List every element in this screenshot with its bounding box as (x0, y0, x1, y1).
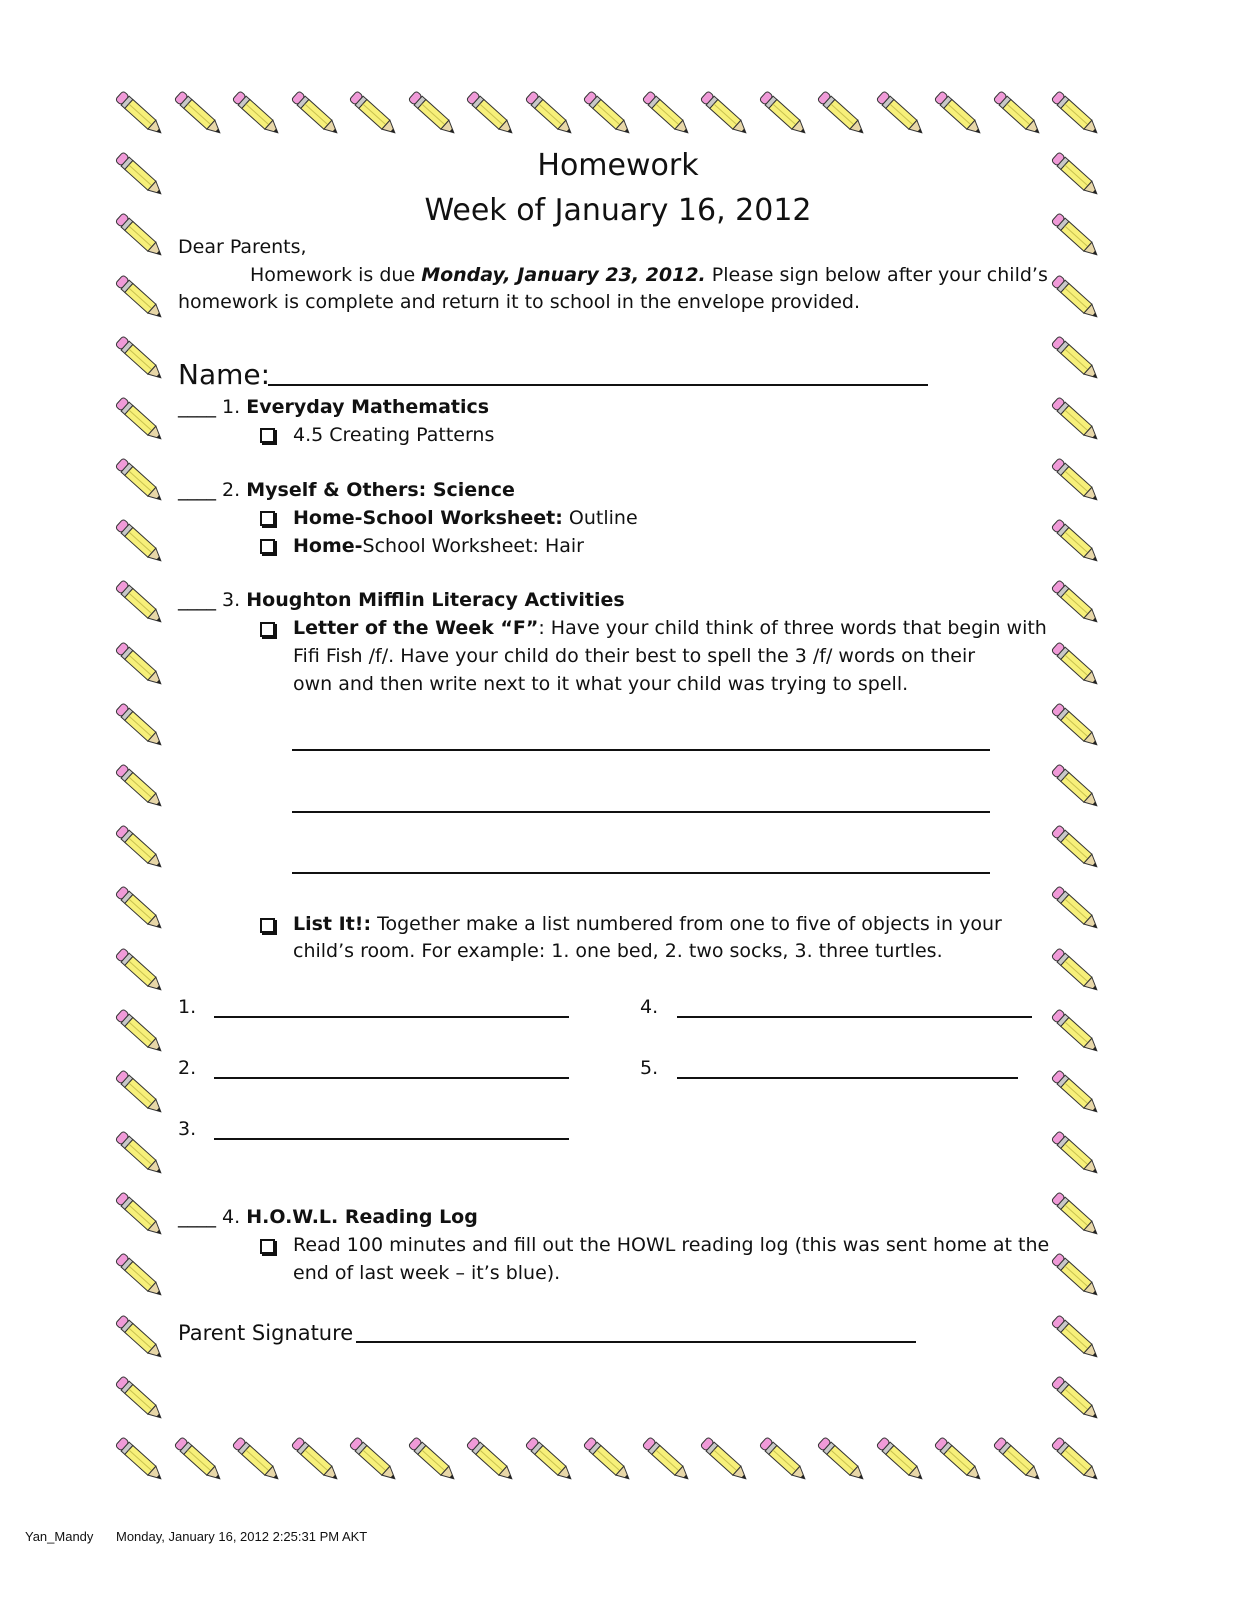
footer-user: Yan_Mandy (25, 1529, 94, 1544)
greeting: Dear Parents, (178, 236, 307, 258)
pencil-icon (403, 1430, 463, 1490)
pencil-icon (286, 84, 346, 144)
signature-line[interactable] (356, 1341, 916, 1343)
pencil-icon (110, 84, 170, 144)
list-line-2: child’s room. For example: 1. one bed, 2. two socks, 3. three turtles. (293, 940, 943, 962)
section-title: Houghton Mifflin Literacy Activities (246, 589, 625, 611)
item-bold: Letter of the Week “F” (293, 617, 539, 639)
section-number: 4. (222, 1206, 241, 1228)
section-title: Everyday Mathematics (246, 396, 490, 418)
checkbox[interactable] (260, 428, 275, 443)
pencil-icon (520, 1430, 580, 1490)
intro-line-2: homework is complete and return it to school in the envelope provided. (178, 291, 861, 313)
item-rest: : Have your child think of three words that begin with (538, 617, 1047, 639)
name-line[interactable] (268, 384, 928, 386)
pencil-icon (110, 1308, 170, 1368)
section-number: 3. (222, 589, 241, 611)
pencil-icon (988, 1430, 1048, 1490)
section-number: 2. (222, 479, 241, 501)
pencil-icon (988, 84, 1048, 144)
pencil-icon (227, 1430, 287, 1490)
letter-line-3: own and then write next to it what your child was trying to spell. (293, 673, 909, 695)
pencil-icon (110, 573, 170, 633)
pencil-icon (110, 1002, 170, 1062)
section-title: Myself & Others: Science (246, 479, 515, 501)
letter-line-2: Fifi Fish /f/. Have your child do their best to spell the 3 /f/ words on their (293, 645, 976, 667)
list-number-3: 3. (178, 1118, 197, 1140)
item-rest: Outline (562, 507, 638, 529)
pencil-icon (1046, 879, 1106, 939)
item-rest: School Worksheet: Hair (362, 535, 584, 557)
check-blank[interactable]: ____ (178, 1206, 216, 1228)
pencil-icon (344, 1430, 404, 1490)
pencil-icon (1046, 390, 1106, 450)
page-title: Homework (537, 148, 699, 183)
list-line-blank[interactable] (677, 1016, 1032, 1018)
pencil-icon (110, 512, 170, 572)
pencil-icon (110, 1369, 170, 1429)
pencil-icon (110, 818, 170, 878)
pencil-icon (110, 1246, 170, 1306)
item-bold: Home-School Worksheet: (293, 507, 563, 529)
reading-line-2: end of last week – it’s blue). (293, 1262, 561, 1284)
pencil-icon (1046, 451, 1106, 511)
pencil-icon (110, 941, 170, 1001)
pencil-icon (1046, 818, 1106, 878)
pencil-icon (1046, 329, 1106, 389)
pencil-icon (1046, 1124, 1106, 1184)
section-literacy-header (178, 589, 625, 611)
pencil-icon (1046, 268, 1106, 328)
pencil-icon (227, 84, 287, 144)
intro-line-1 (250, 264, 1048, 286)
list-number-1: 1. (178, 996, 197, 1018)
science-item-2 (293, 535, 584, 557)
pencil-icon (929, 84, 989, 144)
pencil-icon (1046, 1430, 1106, 1490)
pencil-icon (110, 1430, 170, 1490)
pencil-icon (929, 1430, 989, 1490)
section-science-header (178, 479, 515, 501)
pencil-icon (1046, 757, 1106, 817)
pencil-icon (110, 268, 170, 328)
pencil-icon (1046, 573, 1106, 633)
signature-label: Parent Signature (178, 1321, 354, 1345)
due-date: Monday, January 23, 2012. (421, 264, 706, 286)
list-line-blank[interactable] (677, 1077, 1018, 1079)
list-line-blank[interactable] (214, 1016, 569, 1018)
list-number-5: 5. (640, 1057, 659, 1079)
footer-timestamp: Monday, January 16, 2012 2:25:31 PM AKT (116, 1529, 368, 1544)
pencil-icon (110, 390, 170, 450)
section-number: 1. (222, 396, 241, 418)
pencil-icon (812, 1430, 872, 1490)
checkbox[interactable] (260, 918, 275, 933)
pencil-icon (578, 84, 638, 144)
pencil-icon (110, 757, 170, 817)
pencil-icon (461, 1430, 521, 1490)
pencil-icon (461, 84, 521, 144)
pencil-icon (110, 329, 170, 389)
pencil-icon (812, 84, 872, 144)
pencil-icon (637, 84, 697, 144)
list-line-blank[interactable] (214, 1077, 569, 1079)
answer-line[interactable] (292, 872, 990, 874)
pencil-icon (286, 1430, 346, 1490)
pencil-icon (110, 1063, 170, 1123)
reading-line-1: Read 100 minutes and fill out the HOWL reading log (this was sent home at the (293, 1234, 1050, 1256)
item-bold: Home- (293, 535, 363, 557)
pencil-icon (1046, 696, 1106, 756)
pencil-icon (110, 879, 170, 939)
pencil-icon (110, 635, 170, 695)
letter-line-1 (293, 617, 1047, 639)
list-number-2: 2. (178, 1057, 197, 1079)
section-title: H.O.W.L. Reading Log (246, 1206, 478, 1228)
item-rest: Together make a list numbered from one to five of objects in your (371, 913, 1002, 935)
checkbox[interactable] (260, 539, 275, 554)
pencil-icon (520, 84, 580, 144)
pencil-icon (871, 84, 931, 144)
checkbox[interactable] (260, 622, 275, 637)
check-blank[interactable]: ____ (178, 589, 216, 611)
pencil-icon (1046, 1002, 1106, 1062)
pencil-icon (695, 1430, 755, 1490)
intro-suffix: Please sign below after your child’s (705, 264, 1048, 286)
name-label: Name: (178, 358, 271, 391)
check-blank[interactable]: ____ (178, 396, 216, 418)
section-math-header (178, 396, 489, 418)
math-item-1: 4.5 Creating Patterns (293, 424, 495, 446)
answer-line[interactable] (292, 811, 990, 813)
pencil-icon (1046, 512, 1106, 572)
pencil-icon (695, 84, 755, 144)
list-number-4: 4. (640, 996, 659, 1018)
science-item-1 (293, 507, 638, 529)
pencil-icon (403, 84, 463, 144)
item-bold: List It!: (293, 913, 372, 935)
pencil-icon (754, 1430, 814, 1490)
list-line-blank[interactable] (214, 1138, 569, 1140)
intro-prefix: Homework is due (250, 264, 422, 286)
pencil-icon (110, 1185, 170, 1245)
pencil-icon (1046, 1369, 1106, 1429)
page-subtitle: Week of January 16, 2012 (424, 193, 812, 228)
pencil-icon (1046, 635, 1106, 695)
pencil-icon (1046, 84, 1106, 144)
pencil-icon (1046, 1246, 1106, 1306)
pencil-icon (578, 1430, 638, 1490)
pencil-icon (871, 1430, 931, 1490)
checkbox[interactable] (260, 1239, 275, 1254)
pencil-icon (637, 1430, 697, 1490)
pencil-icon (1046, 1185, 1106, 1245)
pencil-icon (110, 696, 170, 756)
pencil-icon (110, 1124, 170, 1184)
pencil-icon (1046, 1063, 1106, 1123)
answer-line[interactable] (292, 749, 990, 751)
list-line-1 (293, 913, 1002, 935)
pencil-icon (1046, 941, 1106, 1001)
section-reading-header (178, 1206, 478, 1228)
pencil-icon (1046, 1308, 1106, 1368)
pencil-icon (754, 84, 814, 144)
check-blank[interactable]: ____ (178, 479, 216, 501)
pencil-icon (169, 84, 229, 144)
checkbox[interactable] (260, 511, 275, 526)
pencil-icon (110, 451, 170, 511)
pencil-icon (344, 84, 404, 144)
pencil-icon (169, 1430, 229, 1490)
